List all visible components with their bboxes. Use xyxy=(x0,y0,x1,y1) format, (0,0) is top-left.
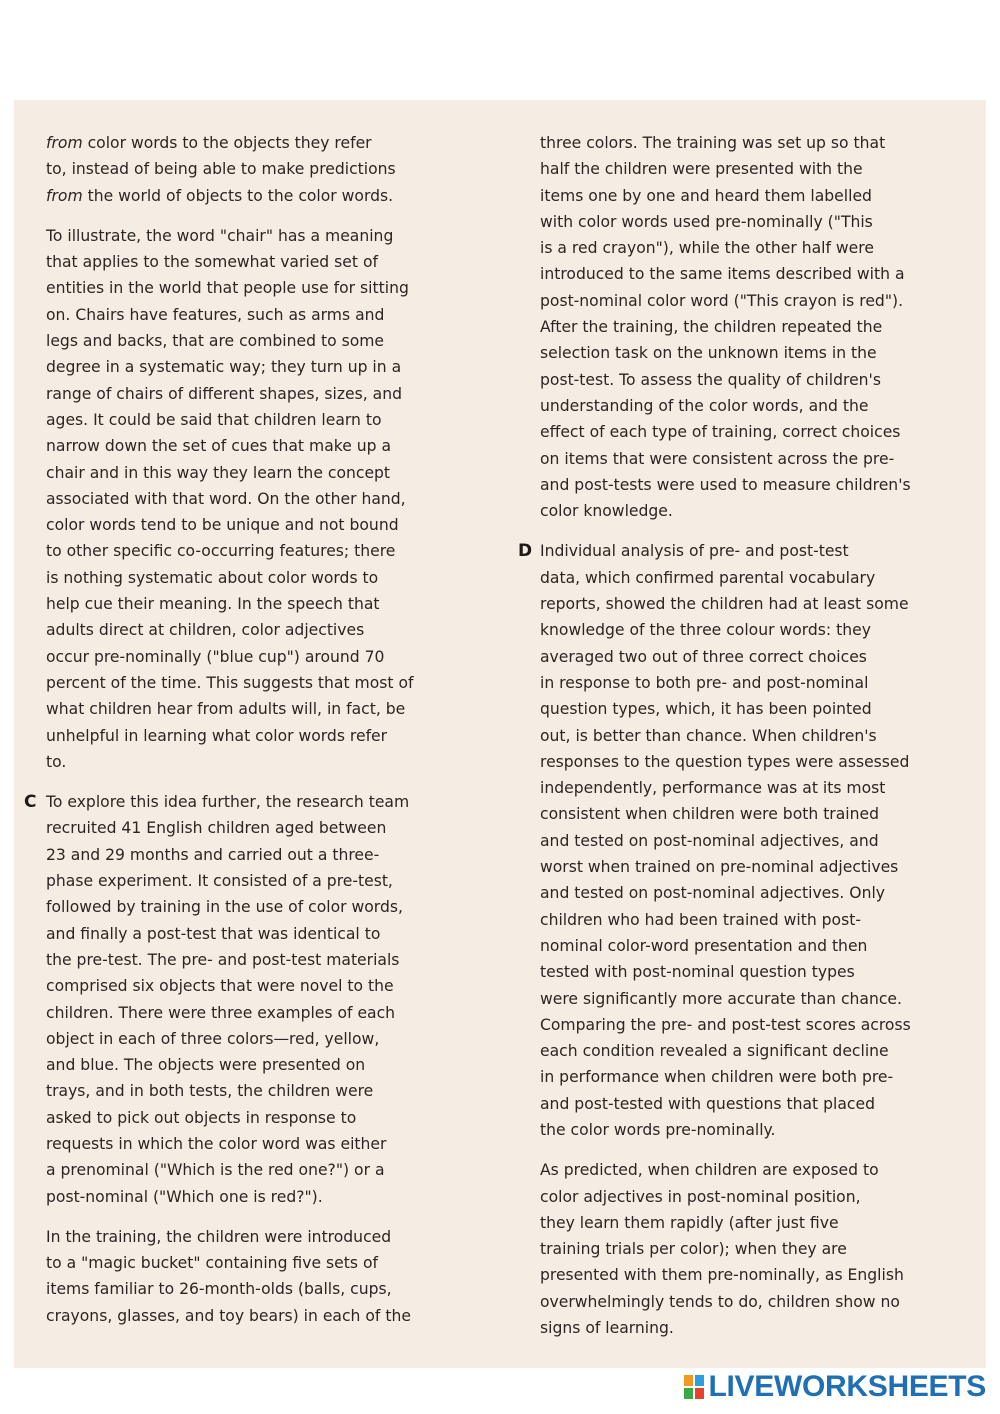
text-line: Comparing the pre- and post-test scores across xyxy=(540,1015,911,1034)
text-line: and finally a post-test that was identical to xyxy=(46,924,381,943)
text-line: post-test. To assess the quality of children's xyxy=(540,370,881,389)
text-line: worst when trained on pre-nominal adjectives xyxy=(540,858,899,877)
text-line: post-nominal color word ("This crayon is red"). xyxy=(540,291,904,310)
paragraph xyxy=(30,130,450,209)
text-line: half the children were presented with the xyxy=(540,160,863,179)
text-line: in response to both pre- and post-nominal xyxy=(540,673,869,692)
text-line: color words tend to be unique and not bound xyxy=(46,516,399,535)
text-line: crayons, glasses, and toy bears) in each of the xyxy=(46,1306,411,1325)
text-line: unhelpful in learning what color words refer xyxy=(46,726,388,745)
text-line: narrow down the set of cues that make up a xyxy=(46,437,392,456)
paragraph xyxy=(24,789,450,1210)
text-line: they learn them rapidly (after just five xyxy=(540,1213,839,1232)
right-column xyxy=(518,130,944,1355)
text-line: training trials per color); when they are xyxy=(540,1240,847,1259)
text-line: the pre-test. The pre- and post-test materials xyxy=(46,950,400,969)
text-line: with color words used pre-nominally ("This xyxy=(540,212,873,231)
scanned-page xyxy=(14,100,986,1368)
text-line: presented with them pre-nominally, as English xyxy=(540,1266,904,1285)
text-line: help cue their meaning. In the speech that xyxy=(46,595,380,614)
text-line: effect of each type of training, correct choices xyxy=(540,423,901,442)
text-line: from the world of objects to the color words. xyxy=(46,186,394,205)
text-line: color knowledge. xyxy=(540,502,673,521)
text-line: nominal color-word presentation and then xyxy=(540,936,868,955)
text-line: and post-tested with questions that placed xyxy=(540,1094,875,1113)
text-line: As predicted, when children are exposed to xyxy=(540,1161,879,1180)
text-line: children who had been trained with post- xyxy=(540,910,861,929)
text-line: question types, which, it has been pointed xyxy=(540,700,872,719)
text-line: and tested on post-nominal adjectives, and xyxy=(540,831,879,850)
paragraph xyxy=(30,223,450,775)
text-line: children. There were three examples of each xyxy=(46,1003,396,1022)
text-line: Individual analysis of pre- and post-test xyxy=(540,542,849,561)
text-line: ages. It could be said that children learn to xyxy=(46,410,382,429)
text-line: entities in the world that people use for sitting xyxy=(46,279,409,298)
text-line: signs of learning. xyxy=(540,1319,674,1338)
text-line: associated with that word. On the other hand, xyxy=(46,489,406,508)
text-line: understanding of the color words, and the xyxy=(540,396,869,415)
text-line: each condition revealed a significant decline xyxy=(540,1042,889,1061)
section-marker: D xyxy=(518,541,533,562)
text-line: After the training, the children repeated the xyxy=(540,318,883,337)
paragraph xyxy=(524,1157,944,1341)
text-line: overwhelmingly tends to do, children show no xyxy=(540,1292,900,1311)
text-line: consistent when children were both trained xyxy=(540,805,879,824)
text-line: items familiar to 26-month-olds (balls, cups, xyxy=(46,1280,392,1299)
text-line: is a red crayon"), while the other half were xyxy=(540,239,874,258)
text-line: from color words to the objects they refer xyxy=(46,134,372,152)
text-line: selection task on the unknown items in the xyxy=(540,344,877,363)
text-line: introduced to the same items described with a xyxy=(540,265,905,284)
text-line: degree in a systematic way; they turn up in a xyxy=(46,358,402,377)
text-line: to other specific co-occurring features; there xyxy=(46,542,396,561)
text-line: requests in which the color word was either xyxy=(46,1134,387,1153)
text-line: knowledge of the three colour words: they xyxy=(540,621,871,640)
text-line: phase experiment. It consisted of a pre-test, xyxy=(46,872,393,891)
paragraph xyxy=(524,130,944,524)
text-line: occur pre-nominally ("blue cup") around 70 xyxy=(46,647,385,666)
text-line: followed by training in the use of color words, xyxy=(46,898,403,917)
text-line: three colors. The training was set up so that xyxy=(540,134,886,152)
text-line: in performance when children were both pre- xyxy=(540,1068,894,1087)
text-line: is nothing systematic about color words to xyxy=(46,568,379,587)
text-line: the color words pre-nominally. xyxy=(540,1120,776,1139)
text-line: independently, performance was at its most xyxy=(540,779,886,798)
text-line: and post-tests were used to measure children's xyxy=(540,475,911,494)
text-line: object in each of three colors—red, yellow, xyxy=(46,1029,380,1048)
text-line: To explore this idea further, the research team xyxy=(46,793,410,812)
text-line: out, is better than chance. When children's xyxy=(540,726,877,745)
text-line: that applies to the somewhat varied set of xyxy=(46,253,378,272)
text-line: color adjectives in post-nominal position, xyxy=(540,1187,861,1206)
text-line: to a "magic bucket" containing five sets of xyxy=(46,1254,378,1273)
text-line: items one by one and heard them labelled xyxy=(540,186,872,205)
text-line: chair and in this way they learn the concept xyxy=(46,463,391,482)
text-line: and tested on post-nominal adjectives. Only xyxy=(540,884,886,903)
text-line: a prenominal ("Which is the red one?") or a xyxy=(46,1161,385,1180)
text-line: responses to the question types were assessed xyxy=(540,752,910,771)
text-line: to. xyxy=(46,752,67,771)
text-line: trays, and in both tests, the children were xyxy=(46,1082,374,1101)
liveworksheets-logo[interactable] xyxy=(683,1370,987,1404)
text-line: on. Chairs have features, such as arms and xyxy=(46,305,385,324)
text-line: were significantly more accurate than chance. xyxy=(540,989,902,1008)
logo-text: LIVEWORKSHEETS xyxy=(708,1370,986,1403)
left-column xyxy=(24,130,450,1343)
text-line: to, instead of being able to make predictions xyxy=(46,160,396,179)
text-line: recruited 41 English children aged between xyxy=(46,819,387,838)
text-line: range of chairs of different shapes, sizes, and xyxy=(46,384,402,403)
section-marker: C xyxy=(24,792,37,813)
text-line: comprised six objects that were novel to the xyxy=(46,977,394,996)
text-line: reports, showed the children had at least some xyxy=(540,595,909,614)
paragraph xyxy=(30,1224,450,1329)
text-line: To illustrate, the word "chair" has a meaning xyxy=(46,226,394,245)
text-line: tested with post-nominal question types xyxy=(540,963,855,982)
text-line: asked to pick out objects in response to xyxy=(46,1108,357,1127)
text-line: 23 and 29 months and carried out a three- xyxy=(46,845,380,864)
text-line: what children hear from adults will, in fact, be xyxy=(46,700,406,719)
paragraph xyxy=(518,538,944,1143)
text-line: percent of the time. This suggests that most of xyxy=(46,673,414,692)
text-line: and blue. The objects were presented on xyxy=(46,1056,366,1075)
text-line: adults direct at children, color adjectives xyxy=(46,621,365,640)
text-line: post-nominal ("Which one is red?"). xyxy=(46,1187,323,1206)
text-line: averaged two out of three correct choices xyxy=(540,647,867,666)
text-line: data, which confirmed parental vocabulary xyxy=(540,568,876,587)
text-line: legs and backs, that are combined to some xyxy=(46,332,385,351)
text-line: In the training, the children were introduced xyxy=(46,1227,392,1246)
text-line: on items that were consistent across the pre- xyxy=(540,449,895,468)
logo-icon xyxy=(683,1374,705,1400)
